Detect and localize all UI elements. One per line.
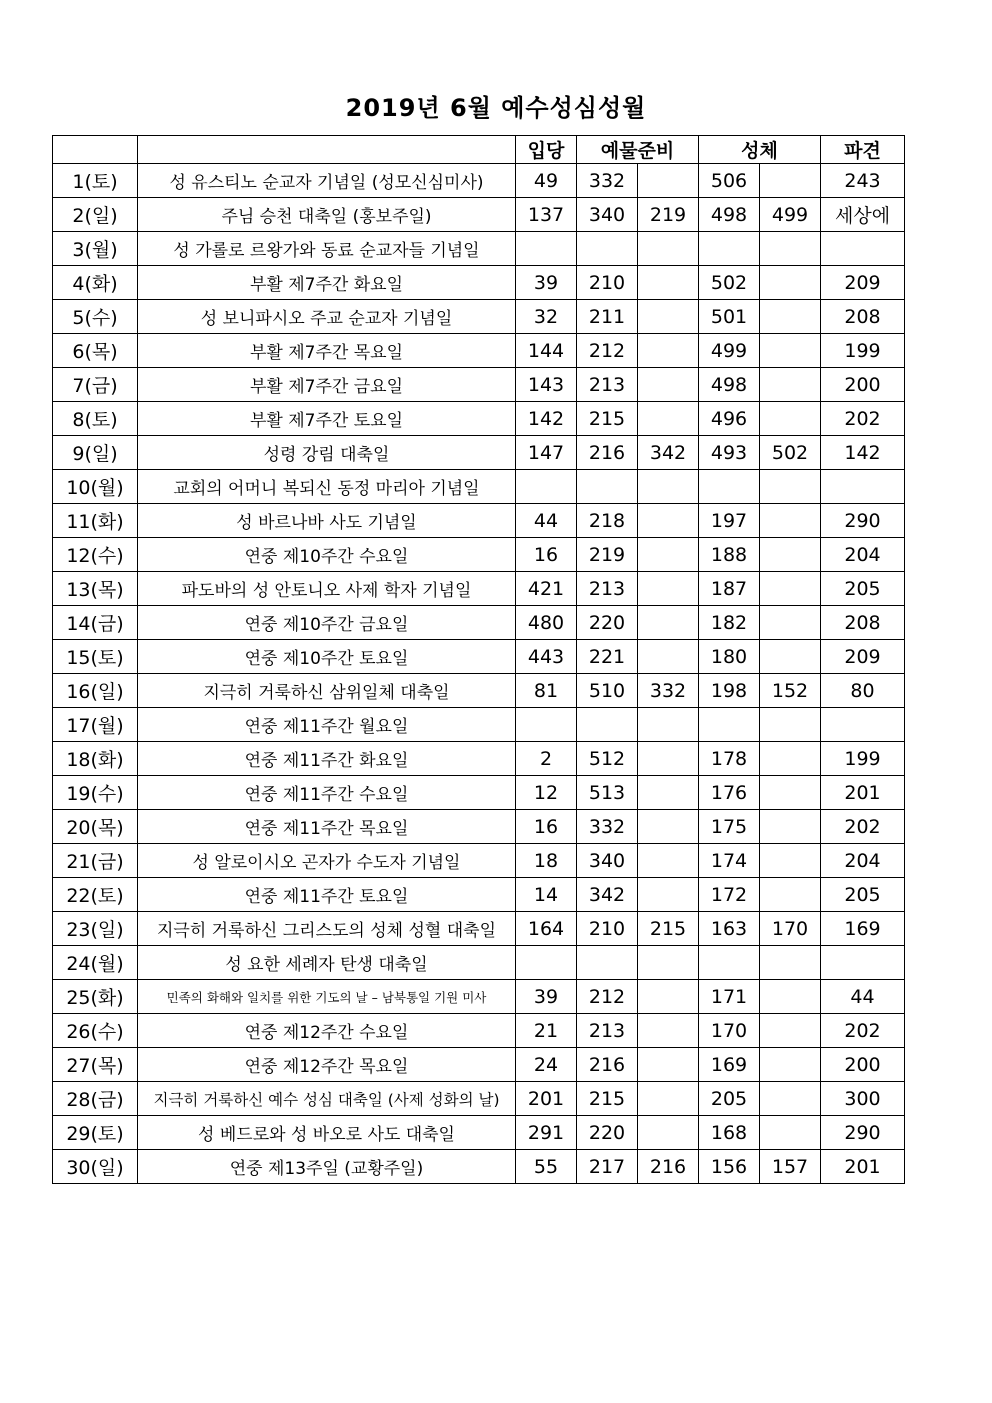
offertory-hymn-cell: 221 bbox=[577, 640, 638, 674]
header-day bbox=[53, 136, 138, 164]
header-communion: 성체 bbox=[699, 136, 821, 164]
day-cell: 28(금) bbox=[53, 1082, 138, 1116]
offertory-hymn-cell: 213 bbox=[577, 1014, 638, 1048]
offertory-hymn-cell: 212 bbox=[577, 980, 638, 1014]
table-row bbox=[53, 266, 905, 300]
offertory-hymn-cell: 332 bbox=[577, 810, 638, 844]
entrance-hymn-cell: 24 bbox=[516, 1048, 577, 1082]
celebration-cell: 부활 제7주간 화요일 bbox=[138, 266, 516, 300]
dismissal-hymn-cell: 243 bbox=[821, 164, 905, 198]
communion-hymn-2-cell: 170 bbox=[760, 912, 821, 946]
offertory-hymn-cell: 219 bbox=[577, 538, 638, 572]
communion-hymn-cell: 496 bbox=[699, 402, 760, 436]
communion-hymn-cell: 171 bbox=[699, 980, 760, 1014]
communion-hymn-2-cell bbox=[760, 470, 821, 504]
offertory-hymn-2-cell bbox=[638, 538, 699, 572]
communion-hymn-2-cell bbox=[760, 1116, 821, 1150]
communion-hymn-cell: 498 bbox=[699, 198, 760, 232]
communion-hymn-cell: 502 bbox=[699, 266, 760, 300]
entrance-hymn-cell: 12 bbox=[516, 776, 577, 810]
celebration-cell: 성 가롤로 르왕가와 동료 순교자들 기념일 bbox=[138, 232, 516, 266]
dismissal-hymn-cell: 200 bbox=[821, 1048, 905, 1082]
offertory-hymn-cell: 220 bbox=[577, 1116, 638, 1150]
offertory-hymn-2-cell bbox=[638, 980, 699, 1014]
table-row bbox=[53, 1014, 905, 1048]
communion-hymn-cell: 180 bbox=[699, 640, 760, 674]
day-cell: 14(금) bbox=[53, 606, 138, 640]
celebration-cell: 연중 제11주간 월요일 bbox=[138, 708, 516, 742]
celebration-cell: 연중 제12주간 수요일 bbox=[138, 1014, 516, 1048]
communion-hymn-2-cell: 499 bbox=[760, 198, 821, 232]
dismissal-hymn-cell: 209 bbox=[821, 266, 905, 300]
communion-hymn-cell: 187 bbox=[699, 572, 760, 606]
header-offertory: 예물준비 bbox=[577, 136, 699, 164]
celebration-cell: 연중 제13주일 (교황주일) bbox=[138, 1150, 516, 1184]
dismissal-hymn-cell: 202 bbox=[821, 1014, 905, 1048]
dismissal-hymn-cell: 300 bbox=[821, 1082, 905, 1116]
communion-hymn-2-cell bbox=[760, 810, 821, 844]
celebration-cell: 성령 강림 대축일 bbox=[138, 436, 516, 470]
entrance-hymn-cell: 164 bbox=[516, 912, 577, 946]
dismissal-hymn-cell: 208 bbox=[821, 606, 905, 640]
communion-hymn-cell: 178 bbox=[699, 742, 760, 776]
table-row bbox=[53, 1082, 905, 1116]
communion-hymn-cell: 156 bbox=[699, 1150, 760, 1184]
offertory-hymn-cell: 216 bbox=[577, 1048, 638, 1082]
entrance-hymn-cell: 2 bbox=[516, 742, 577, 776]
communion-hymn-2-cell bbox=[760, 368, 821, 402]
celebration-cell: 민족의 화해와 일치를 위한 기도의 날 – 남북통일 기원 미사 bbox=[138, 980, 516, 1014]
offertory-hymn-cell: 332 bbox=[577, 164, 638, 198]
communion-hymn-cell: 197 bbox=[699, 504, 760, 538]
offertory-hymn-cell: 512 bbox=[577, 742, 638, 776]
day-cell: 8(토) bbox=[53, 402, 138, 436]
dismissal-hymn-cell bbox=[821, 708, 905, 742]
celebration-cell: 지극히 거룩하신 예수 성심 대축일 (사제 성화의 날) bbox=[138, 1082, 516, 1116]
celebration-cell: 주님 승천 대축일 (홍보주일) bbox=[138, 198, 516, 232]
header-entrance: 입당 bbox=[516, 136, 577, 164]
day-cell: 16(일) bbox=[53, 674, 138, 708]
dismissal-hymn-cell: 세상에 bbox=[821, 198, 905, 232]
day-cell: 13(목) bbox=[53, 572, 138, 606]
day-cell: 1(토) bbox=[53, 164, 138, 198]
day-cell: 22(토) bbox=[53, 878, 138, 912]
dismissal-hymn-cell bbox=[821, 470, 905, 504]
table-row bbox=[53, 368, 905, 402]
communion-hymn-cell: 174 bbox=[699, 844, 760, 878]
table-row bbox=[53, 640, 905, 674]
offertory-hymn-2-cell bbox=[638, 266, 699, 300]
offertory-hymn-cell: 510 bbox=[577, 674, 638, 708]
entrance-hymn-cell: 18 bbox=[516, 844, 577, 878]
communion-hymn-2-cell: 502 bbox=[760, 436, 821, 470]
entrance-hymn-cell bbox=[516, 232, 577, 266]
communion-hymn-cell: 172 bbox=[699, 878, 760, 912]
table-row bbox=[53, 1150, 905, 1184]
table-row bbox=[53, 232, 905, 266]
communion-hymn-cell: 168 bbox=[699, 1116, 760, 1150]
celebration-cell: 부활 제7주간 토요일 bbox=[138, 402, 516, 436]
day-cell: 10(월) bbox=[53, 470, 138, 504]
day-cell: 27(목) bbox=[53, 1048, 138, 1082]
offertory-hymn-cell: 220 bbox=[577, 606, 638, 640]
table-row bbox=[53, 844, 905, 878]
offertory-hymn-2-cell: 216 bbox=[638, 1150, 699, 1184]
communion-hymn-2-cell bbox=[760, 538, 821, 572]
entrance-hymn-cell: 39 bbox=[516, 266, 577, 300]
dismissal-hymn-cell bbox=[821, 946, 905, 980]
header-dismissal: 파견 bbox=[821, 136, 905, 164]
dismissal-hymn-cell: 204 bbox=[821, 538, 905, 572]
communion-hymn-2-cell bbox=[760, 266, 821, 300]
communion-hymn-2-cell bbox=[760, 878, 821, 912]
communion-hymn-cell: 499 bbox=[699, 334, 760, 368]
offertory-hymn-2-cell bbox=[638, 606, 699, 640]
offertory-hymn-cell: 210 bbox=[577, 266, 638, 300]
offertory-hymn-cell: 217 bbox=[577, 1150, 638, 1184]
celebration-cell: 지극히 거룩하신 삼위일체 대축일 bbox=[138, 674, 516, 708]
page-title: 2019년 6월 예수성심성월 bbox=[345, 94, 647, 122]
communion-hymn-2-cell bbox=[760, 844, 821, 878]
offertory-hymn-2-cell bbox=[638, 504, 699, 538]
table-row bbox=[53, 776, 905, 810]
day-cell: 29(토) bbox=[53, 1116, 138, 1150]
header-row bbox=[53, 136, 905, 164]
entrance-hymn-cell: 144 bbox=[516, 334, 577, 368]
entrance-hymn-cell: 39 bbox=[516, 980, 577, 1014]
schedule-table bbox=[52, 135, 905, 1184]
offertory-hymn-cell bbox=[577, 470, 638, 504]
communion-hymn-2-cell bbox=[760, 1082, 821, 1116]
header-name bbox=[138, 136, 516, 164]
entrance-hymn-cell: 147 bbox=[516, 436, 577, 470]
day-cell: 9(일) bbox=[53, 436, 138, 470]
table-row bbox=[53, 674, 905, 708]
communion-hymn-cell bbox=[699, 708, 760, 742]
offertory-hymn-2-cell bbox=[638, 844, 699, 878]
offertory-hymn-2-cell bbox=[638, 742, 699, 776]
communion-hymn-2-cell bbox=[760, 1014, 821, 1048]
entrance-hymn-cell: 443 bbox=[516, 640, 577, 674]
entrance-hymn-cell: 16 bbox=[516, 810, 577, 844]
entrance-hymn-cell: 32 bbox=[516, 300, 577, 334]
table-body bbox=[53, 164, 905, 1184]
entrance-hymn-cell: 16 bbox=[516, 538, 577, 572]
offertory-hymn-2-cell: 219 bbox=[638, 198, 699, 232]
table-row bbox=[53, 334, 905, 368]
offertory-hymn-cell: 218 bbox=[577, 504, 638, 538]
offertory-hymn-2-cell bbox=[638, 1082, 699, 1116]
day-cell: 23(일) bbox=[53, 912, 138, 946]
celebration-cell: 성 바르나바 사도 기념일 bbox=[138, 504, 516, 538]
table-row bbox=[53, 470, 905, 504]
offertory-hymn-2-cell bbox=[638, 1116, 699, 1150]
offertory-hymn-2-cell bbox=[638, 776, 699, 810]
day-cell: 30(일) bbox=[53, 1150, 138, 1184]
celebration-cell: 성 베드로와 성 바오로 사도 대축일 bbox=[138, 1116, 516, 1150]
entrance-hymn-cell: 44 bbox=[516, 504, 577, 538]
communion-hymn-2-cell bbox=[760, 708, 821, 742]
table-row bbox=[53, 1116, 905, 1150]
communion-hymn-cell: 506 bbox=[699, 164, 760, 198]
entrance-hymn-cell bbox=[516, 946, 577, 980]
celebration-cell: 지극히 거룩하신 그리스도의 성체 성혈 대축일 bbox=[138, 912, 516, 946]
celebration-cell: 부활 제7주간 목요일 bbox=[138, 334, 516, 368]
communion-hymn-2-cell: 152 bbox=[760, 674, 821, 708]
offertory-hymn-cell: 213 bbox=[577, 572, 638, 606]
offertory-hymn-cell: 211 bbox=[577, 300, 638, 334]
celebration-cell: 연중 제10주간 수요일 bbox=[138, 538, 516, 572]
offertory-hymn-2-cell bbox=[638, 1048, 699, 1082]
communion-hymn-cell: 169 bbox=[699, 1048, 760, 1082]
table-row bbox=[53, 946, 905, 980]
day-cell: 24(월) bbox=[53, 946, 138, 980]
day-cell: 20(목) bbox=[53, 810, 138, 844]
dismissal-hymn-cell: 204 bbox=[821, 844, 905, 878]
entrance-hymn-cell bbox=[516, 470, 577, 504]
day-cell: 18(화) bbox=[53, 742, 138, 776]
offertory-hymn-cell: 340 bbox=[577, 844, 638, 878]
communion-hymn-cell: 175 bbox=[699, 810, 760, 844]
dismissal-hymn-cell: 199 bbox=[821, 334, 905, 368]
communion-hymn-cell bbox=[699, 232, 760, 266]
table-row bbox=[53, 572, 905, 606]
offertory-hymn-2-cell: 215 bbox=[638, 912, 699, 946]
offertory-hymn-2-cell bbox=[638, 708, 699, 742]
communion-hymn-2-cell bbox=[760, 572, 821, 606]
communion-hymn-2-cell: 157 bbox=[760, 1150, 821, 1184]
communion-hymn-cell bbox=[699, 946, 760, 980]
table-row bbox=[53, 708, 905, 742]
offertory-hymn-cell: 215 bbox=[577, 1082, 638, 1116]
offertory-hymn-2-cell bbox=[638, 164, 699, 198]
entrance-hymn-cell: 14 bbox=[516, 878, 577, 912]
communion-hymn-2-cell bbox=[760, 164, 821, 198]
entrance-hymn-cell: 421 bbox=[516, 572, 577, 606]
communion-hymn-2-cell bbox=[760, 640, 821, 674]
dismissal-hymn-cell: 209 bbox=[821, 640, 905, 674]
offertory-hymn-2-cell bbox=[638, 368, 699, 402]
celebration-cell: 연중 제11주간 토요일 bbox=[138, 878, 516, 912]
communion-hymn-cell: 498 bbox=[699, 368, 760, 402]
communion-hymn-2-cell bbox=[760, 742, 821, 776]
offertory-hymn-cell bbox=[577, 232, 638, 266]
offertory-hymn-2-cell bbox=[638, 640, 699, 674]
entrance-hymn-cell: 21 bbox=[516, 1014, 577, 1048]
day-cell: 2(일) bbox=[53, 198, 138, 232]
day-cell: 26(수) bbox=[53, 1014, 138, 1048]
day-cell: 6(목) bbox=[53, 334, 138, 368]
celebration-cell: 파도바의 성 안토니오 사제 학자 기념일 bbox=[138, 572, 516, 606]
entrance-hymn-cell: 55 bbox=[516, 1150, 577, 1184]
offertory-hymn-2-cell bbox=[638, 1014, 699, 1048]
offertory-hymn-cell: 340 bbox=[577, 198, 638, 232]
dismissal-hymn-cell bbox=[821, 232, 905, 266]
offertory-hymn-2-cell bbox=[638, 572, 699, 606]
dismissal-hymn-cell: 201 bbox=[821, 776, 905, 810]
entrance-hymn-cell: 201 bbox=[516, 1082, 577, 1116]
celebration-cell: 연중 제11주간 수요일 bbox=[138, 776, 516, 810]
dismissal-hymn-cell: 208 bbox=[821, 300, 905, 334]
offertory-hymn-2-cell bbox=[638, 402, 699, 436]
communion-hymn-cell: 493 bbox=[699, 436, 760, 470]
entrance-hymn-cell bbox=[516, 708, 577, 742]
table-row bbox=[53, 300, 905, 334]
dismissal-hymn-cell: 80 bbox=[821, 674, 905, 708]
communion-hymn-cell: 170 bbox=[699, 1014, 760, 1048]
entrance-hymn-cell: 81 bbox=[516, 674, 577, 708]
offertory-hymn-cell: 215 bbox=[577, 402, 638, 436]
communion-hymn-2-cell bbox=[760, 300, 821, 334]
table-row bbox=[53, 504, 905, 538]
day-cell: 3(월) bbox=[53, 232, 138, 266]
entrance-hymn-cell: 291 bbox=[516, 1116, 577, 1150]
communion-hymn-2-cell bbox=[760, 402, 821, 436]
communion-hymn-2-cell bbox=[760, 504, 821, 538]
communion-hymn-2-cell bbox=[760, 334, 821, 368]
offertory-hymn-cell: 216 bbox=[577, 436, 638, 470]
entrance-hymn-cell: 143 bbox=[516, 368, 577, 402]
table-row bbox=[53, 742, 905, 776]
dismissal-hymn-cell: 169 bbox=[821, 912, 905, 946]
offertory-hymn-cell bbox=[577, 708, 638, 742]
celebration-cell: 연중 제12주간 목요일 bbox=[138, 1048, 516, 1082]
celebration-cell: 성 유스티노 순교자 기념일 (성모신심미사) bbox=[138, 164, 516, 198]
communion-hymn-2-cell bbox=[760, 776, 821, 810]
offertory-hymn-2-cell bbox=[638, 470, 699, 504]
dismissal-hymn-cell: 44 bbox=[821, 980, 905, 1014]
communion-hymn-2-cell bbox=[760, 980, 821, 1014]
offertory-hymn-2-cell bbox=[638, 946, 699, 980]
communion-hymn-cell: 188 bbox=[699, 538, 760, 572]
communion-hymn-cell: 163 bbox=[699, 912, 760, 946]
communion-hymn-2-cell bbox=[760, 606, 821, 640]
offertory-hymn-cell: 210 bbox=[577, 912, 638, 946]
day-cell: 25(화) bbox=[53, 980, 138, 1014]
communion-hymn-cell: 501 bbox=[699, 300, 760, 334]
entrance-hymn-cell: 137 bbox=[516, 198, 577, 232]
celebration-cell: 연중 제10주간 토요일 bbox=[138, 640, 516, 674]
offertory-hymn-cell: 342 bbox=[577, 878, 638, 912]
table-row bbox=[53, 810, 905, 844]
dismissal-hymn-cell: 205 bbox=[821, 878, 905, 912]
celebration-cell: 성 알로이시오 곤자가 수도자 기념일 bbox=[138, 844, 516, 878]
table-row bbox=[53, 980, 905, 1014]
celebration-cell: 성 요한 세례자 탄생 대축일 bbox=[138, 946, 516, 980]
offertory-hymn-2-cell bbox=[638, 300, 699, 334]
celebration-cell: 연중 제10주간 금요일 bbox=[138, 606, 516, 640]
celebration-cell: 부활 제7주간 금요일 bbox=[138, 368, 516, 402]
communion-hymn-cell: 198 bbox=[699, 674, 760, 708]
communion-hymn-cell bbox=[699, 470, 760, 504]
offertory-hymn-2-cell bbox=[638, 334, 699, 368]
communion-hymn-cell: 182 bbox=[699, 606, 760, 640]
table-row bbox=[53, 436, 905, 470]
celebration-cell: 연중 제11주간 목요일 bbox=[138, 810, 516, 844]
dismissal-hymn-cell: 290 bbox=[821, 504, 905, 538]
table-row bbox=[53, 606, 905, 640]
day-cell: 7(금) bbox=[53, 368, 138, 402]
dismissal-hymn-cell: 200 bbox=[821, 368, 905, 402]
communion-hymn-cell: 205 bbox=[699, 1082, 760, 1116]
offertory-hymn-2-cell bbox=[638, 810, 699, 844]
dismissal-hymn-cell: 199 bbox=[821, 742, 905, 776]
offertory-hymn-2-cell: 332 bbox=[638, 674, 699, 708]
celebration-cell: 교회의 어머니 복되신 동정 마리아 기념일 bbox=[138, 470, 516, 504]
offertory-hymn-cell: 513 bbox=[577, 776, 638, 810]
celebration-cell: 연중 제11주간 화요일 bbox=[138, 742, 516, 776]
entrance-hymn-cell: 480 bbox=[516, 606, 577, 640]
table-row bbox=[53, 402, 905, 436]
celebration-cell: 성 보니파시오 주교 순교자 기념일 bbox=[138, 300, 516, 334]
communion-hymn-cell: 176 bbox=[699, 776, 760, 810]
table-row bbox=[53, 878, 905, 912]
dismissal-hymn-cell: 142 bbox=[821, 436, 905, 470]
dismissal-hymn-cell: 202 bbox=[821, 810, 905, 844]
day-cell: 11(화) bbox=[53, 504, 138, 538]
communion-hymn-2-cell bbox=[760, 946, 821, 980]
communion-hymn-2-cell bbox=[760, 232, 821, 266]
communion-hymn-2-cell bbox=[760, 1048, 821, 1082]
offertory-hymn-cell bbox=[577, 946, 638, 980]
entrance-hymn-cell: 49 bbox=[516, 164, 577, 198]
day-cell: 17(월) bbox=[53, 708, 138, 742]
table-row bbox=[53, 1048, 905, 1082]
day-cell: 12(수) bbox=[53, 538, 138, 572]
day-cell: 15(토) bbox=[53, 640, 138, 674]
table-row bbox=[53, 538, 905, 572]
dismissal-hymn-cell: 201 bbox=[821, 1150, 905, 1184]
day-cell: 21(금) bbox=[53, 844, 138, 878]
day-cell: 19(수) bbox=[53, 776, 138, 810]
day-cell: 5(수) bbox=[53, 300, 138, 334]
dismissal-hymn-cell: 290 bbox=[821, 1116, 905, 1150]
dismissal-hymn-cell: 202 bbox=[821, 402, 905, 436]
offertory-hymn-2-cell bbox=[638, 232, 699, 266]
offertory-hymn-2-cell: 342 bbox=[638, 436, 699, 470]
dismissal-hymn-cell: 205 bbox=[821, 572, 905, 606]
table-row bbox=[53, 164, 905, 198]
entrance-hymn-cell: 142 bbox=[516, 402, 577, 436]
offertory-hymn-2-cell bbox=[638, 878, 699, 912]
offertory-hymn-cell: 213 bbox=[577, 368, 638, 402]
table-row bbox=[53, 198, 905, 232]
offertory-hymn-cell: 212 bbox=[577, 334, 638, 368]
table-row bbox=[53, 912, 905, 946]
day-cell: 4(화) bbox=[53, 266, 138, 300]
